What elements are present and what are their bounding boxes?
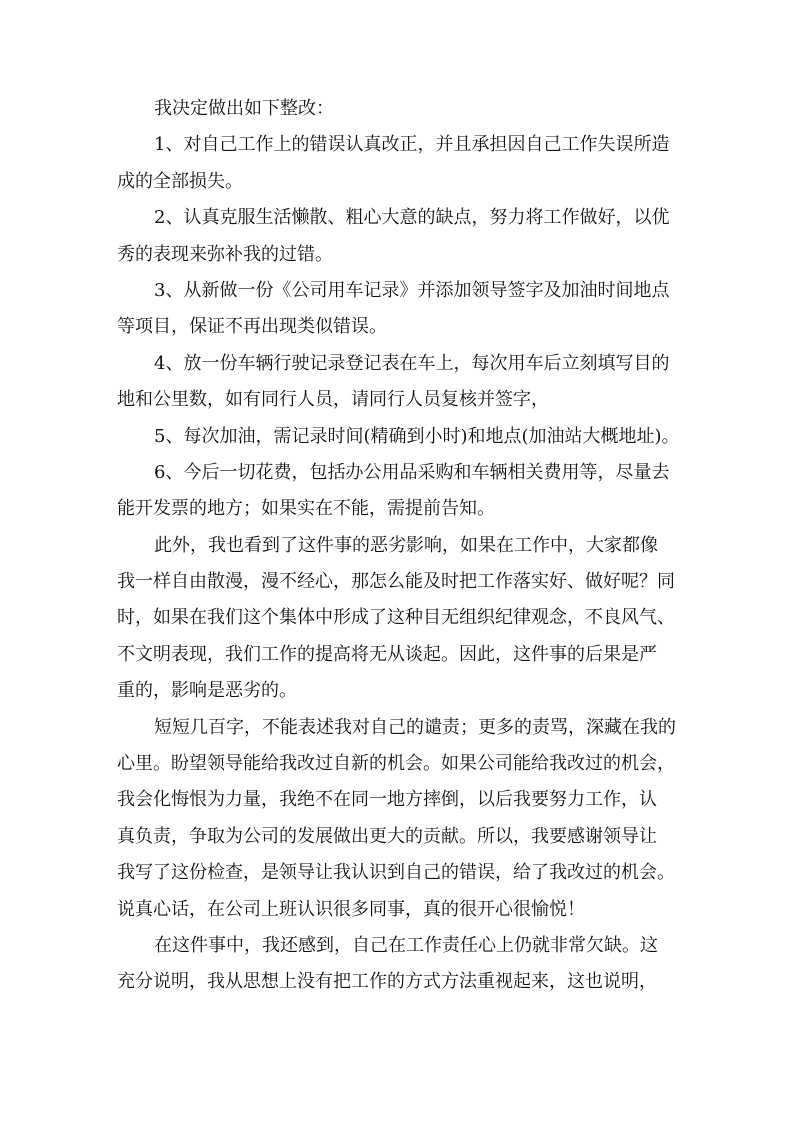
- text-line: 短短几百字，不能表述我对自己的谴责；更多的责骂，深藏在我的: [154, 716, 676, 738]
- text-line: 说真心话，在公司上班认识很多同事，真的很开心很愉悦！: [117, 898, 585, 920]
- text-line: 我会化悔恨为力量，我绝不在同一地方摔倒，以后我要努力工作，认: [117, 789, 657, 811]
- text-line: 5、每次加油，需记录时间(精确到小时)和地点(加油站大概地址)。: [154, 425, 680, 447]
- text-line: 3、从新做一份《公司用车记录》并添加领导签字及加油时间地点: [154, 279, 670, 301]
- text-line: 我决定做出如下整改：: [154, 98, 334, 119]
- text-line: 真负责，争取为公司的发展做出更大的贡献。所以，我要感谢领导让: [117, 825, 657, 847]
- text-line: 4、放一份车辆行驶记录登记表在车上，每次用车后立刻填写目的: [154, 352, 670, 374]
- text-line: 6、今后一切花费，包括办公用品采购和车辆相关费用等，尽量去: [154, 461, 670, 483]
- text-line: 等项目，保证不再出现类似错误。: [117, 316, 387, 338]
- text-line: 我写了这份检查，是领导让我认识到自己的错误，给了我改过的机会。: [117, 862, 675, 884]
- text-line: 时，如果在我们这个集体中形成了这种目无组织纪律观念，不良风气、: [117, 607, 675, 629]
- text-line: 重的，影响是恶劣的。: [117, 680, 297, 702]
- text-line: 在这件事中，我还感到，自己在工作责任心上仍就非常欠缺。这: [154, 934, 658, 956]
- text-line: 心里。盼望领导能给我改过自新的机会。如果公司能给我改过的机会，: [117, 753, 675, 775]
- text-line: 充分说明，我从思想上没有把工作的方式方法重视起来，这也说明，: [117, 971, 657, 993]
- text-line: 2、认真克服生活懒散、粗心大意的缺点，努力将工作做好，以优: [154, 207, 670, 229]
- text-line: 1、对自己工作上的错误认真改正，并且承担因自己工作失误所造: [154, 134, 670, 156]
- text-line: 不文明表现，我们工作的提高将无从谈起。因此，这件事的后果是严: [117, 643, 657, 665]
- text-line: 成的全部损失。: [117, 170, 243, 192]
- document-body: [117, 91, 692, 1001]
- text-line: 能开发票的地方；如果实在不能，需提前告知。: [117, 498, 495, 520]
- text-line: 地和公里数，如有同行人员，请同行人员复核并签字，: [117, 389, 549, 411]
- text-line: 秀的表现来弥补我的过错。: [117, 243, 333, 265]
- text-line: 我一样自由散漫，漫不经心，那怎么能及时把工作落实好、做好呢？同: [117, 571, 675, 593]
- text-line: 此外，我也看到了这件事的恶劣影响，如果在工作中，大家都像: [154, 534, 658, 556]
